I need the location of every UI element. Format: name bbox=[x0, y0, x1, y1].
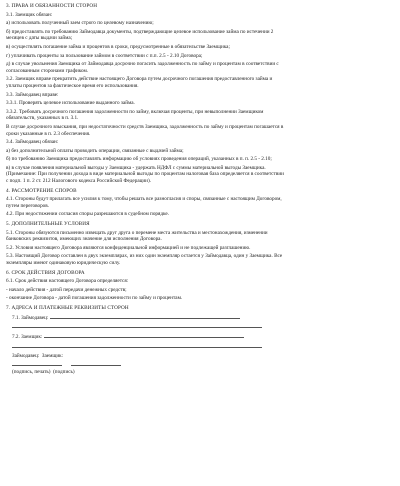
clause-5-3-line1: 5.3. Настоящий Договор составлен в двух экземплярах, из них один экземпляр остается у Займодавца, один у Заемщика. Все bbox=[6, 253, 283, 260]
section-6-heading: 6. СРОК ДЕЙСТВИЯ ДОГОВОРА bbox=[6, 269, 85, 276]
clause-3-1-a: а) использовать полученный заем строго по целевому назначению; bbox=[6, 20, 154, 27]
clause-3-4-note-line2: с подп. 1 п. 2 ст. 212 Налогового кодекса Российской Федерации). bbox=[6, 178, 151, 185]
clause-4-1-line2: путем переговоров. bbox=[6, 202, 50, 209]
clause-3-1: 3.1. Заемщик обязан: bbox=[6, 11, 53, 18]
clause-3-2-line2: уплаты процентов за фактическое время его использования. bbox=[6, 82, 139, 89]
clause-4-2: 4.2. При недостижении согласия споры разрешаются в судебном порядке. bbox=[6, 211, 170, 218]
clause-3-3-3-line1: В случае досрочного взыскания, при недостаточности средств Заемщика, задолженность по займу и процентам погашается в bbox=[6, 123, 284, 130]
clause-5-1-line1: 5.1. Стороны обязуются письменно извещать друг друга о перемене места жительства и местонахождения, изменении bbox=[6, 229, 268, 236]
section-5-heading: 5. ДОПОЛНИТЕЛЬНЫЕ УСЛОВИЯ bbox=[6, 221, 90, 228]
clause-3-3-1: 3.3.1. Проверять целевое использование выданного займа. bbox=[6, 100, 135, 107]
clause-3-3: 3.3. Займодавец вправе: bbox=[6, 91, 59, 98]
clause-3-1-e-line2: согласованным сторонами графиком. bbox=[6, 67, 89, 74]
clause-3-4-note-line1: (Примечание: При получении дохода в виде материальной выгоды по процентам налоговая база определяется в соответствии bbox=[6, 171, 284, 178]
clause-6-1-end: - окончание Договора - датой погашения задолженности по займу и процентам. bbox=[6, 295, 183, 302]
clause-6-1: 6.1. Срок действия настоящего Договора определяется: bbox=[6, 278, 129, 285]
clause-3-2-line1: 3.2. Заемщик вправе прекратить действие настоящего Договора путем досрочного погашения предоставленного займа и bbox=[6, 76, 273, 83]
borrower-blank-line bbox=[44, 333, 244, 338]
clause-4-1-line1: 4.1. Стороны будут прилагать все усилия к тому, чтобы решать все разногласия и споры, связанные с настоящим Договором, bbox=[6, 196, 282, 203]
signature-caption: (подпись, печать) (подпись) bbox=[12, 368, 75, 375]
lender-details bbox=[6, 314, 386, 322]
clause-3-4-a: а) без дополнительной оплаты проводить операции, связанные с выдачей займа; bbox=[6, 147, 184, 154]
clause-3-3-2-line1: 3.3.2. Требовать досрочного погашения задолженности по займу, включая проценты, при невыполнении Заемщиком bbox=[6, 108, 264, 115]
clause-3-3-3-line2: сроки указанные в п. 2.3 обеспечения. bbox=[6, 130, 91, 137]
signature-title: Займодавец: Заемщик: bbox=[12, 352, 64, 359]
borrower-details bbox=[6, 333, 386, 341]
lender-label: 7.1. Займодавец: bbox=[12, 314, 49, 321]
clause-3-1-b-line1: б) предоставлять по требованию Займодавца документы, подтверждающие целевое использование займа по истечении 2 bbox=[6, 28, 274, 35]
clause-3-1-c: в) осуществлять погашение займа и процентов в сроки, предусмотренные в обязательстве Заемщика; bbox=[6, 43, 230, 50]
borrower-label: 7.2. Заемщик: bbox=[12, 334, 43, 341]
signature-lines bbox=[6, 361, 386, 369]
clause-5-2: 5.2. Условия настоящего Договора являются конфиденциальной информацией и не подлежащей разглашению. bbox=[6, 244, 251, 251]
section-4-heading: 4. РАССМОТРЕНИЕ СПОРОВ bbox=[6, 187, 77, 194]
clause-3-3-2-line2: обязательств, указанных в п. 3.1. bbox=[6, 115, 79, 122]
clause-3-4: 3.4. Займодавец обязан: bbox=[6, 139, 59, 146]
section-7-heading: 7. АДРЕСА И ПЛАТЕЖНЫЕ РЕКВИЗИТЫ СТОРОН bbox=[6, 304, 129, 311]
clause-3-4-c: в) в случае появления материальной выгоды у Заемщика - удержать НДФЛ с суммы материальной выгоды Заемщика. bbox=[6, 164, 266, 171]
clause-3-1-b-line2: месяцев с даты выдачи займа; bbox=[6, 35, 73, 42]
clause-3-1-d: г) уплачивать проценты за пользование займом в соответствии с п.п. 2.5 - 2.10 Договора; bbox=[6, 52, 203, 59]
section-3-heading: 3. ПРАВА И ОБЯЗАННОСТИ СТОРОН bbox=[6, 3, 98, 9]
clause-5-3-line2: экземпляры имеют одинаковую юридическую силу. bbox=[6, 260, 121, 266]
lender-signature-line bbox=[12, 361, 62, 366]
lender-blank-line bbox=[50, 314, 240, 319]
clause-3-4-b: б) по требованию Заемщика предоставлять информацию об условиях проведения операций, указанных в п. п. 2.5 - 2.10; bbox=[6, 156, 272, 163]
clause-3-1-e-line1: д) в случае увольнения Заемщика от Займодавца досрочно погасить задолженность по займу и процентам в соответствии с bbox=[6, 61, 279, 68]
clause-6-1-start: - начало действия - датой передачи денежных средств; bbox=[6, 286, 127, 293]
clause-5-1-line2: банковских реквизитов, имеющих значение для исполнения Договора. bbox=[6, 236, 162, 243]
borrower-signature-line bbox=[71, 361, 121, 366]
borrower-blank-line-2 bbox=[12, 342, 262, 348]
lender-blank-line-2 bbox=[12, 322, 262, 328]
